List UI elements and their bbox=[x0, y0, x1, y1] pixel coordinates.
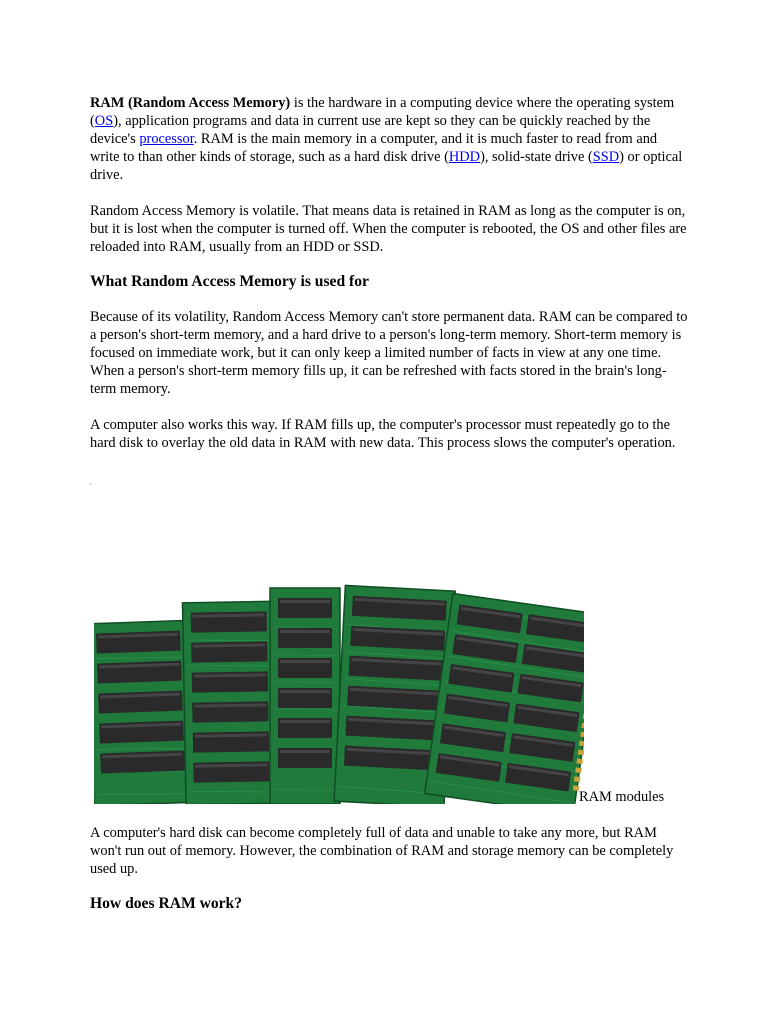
volatility-paragraph: Random Access Memory is volatile. That means data is retained in RAM as long as the computer is on, but it is lost when the computer is turned off. When the computer is rebooted, the OS and other files are reloaded into RAM, usually from an HDD or SSD. bbox=[90, 203, 687, 255]
ram-module-3 bbox=[270, 588, 340, 804]
link-os[interactable]: OS bbox=[94, 113, 114, 129]
ram-module-2 bbox=[182, 601, 278, 804]
ram-module-1 bbox=[94, 620, 194, 804]
intro-text-1: is the hardware in a computing device where the operating system ( bbox=[90, 95, 675, 129]
storage-paragraph: A computer's hard disk can become completely full of data and unable to take any more, but RAM won't run out of memory. However, the combination of RAM and storage memory can be completely used up. bbox=[90, 825, 674, 877]
figure-caption: RAM modules bbox=[579, 789, 665, 805]
intro-text-4: ), solid-state drive ( bbox=[480, 149, 593, 165]
short-term-memory-paragraph: Because of its volatility, Random Access Memory can't store permanent data. RAM can be compared to a person's short-term memory, and a hard drive to a person's long-term memory. Short-term memory is focused on immediate work, but it can only keep a limited number of facts in view at any one time. When a person's short-term memory fills up, it can be refreshed with facts stored in the brain's long-term memory. bbox=[90, 309, 688, 397]
section-heading-uses: What Random Access Memory is used for bbox=[90, 273, 369, 290]
link-ssd[interactable]: SSD bbox=[592, 149, 620, 165]
link-processor[interactable]: processor bbox=[139, 131, 194, 147]
processor-paragraph: A computer also works this way. If RAM fills up, the computer's processor must repeatedly go to the hard disk to overlay the old data in RAM with new data. This process slows the computer's operation. bbox=[90, 417, 676, 451]
link-hdd[interactable]: HDD bbox=[448, 149, 481, 165]
section-heading-how: How does RAM work? bbox=[90, 895, 243, 912]
ram-modules-image bbox=[94, 584, 584, 804]
term-ram: RAM (Random Access Memory) bbox=[90, 95, 291, 111]
stray-dot bbox=[90, 484, 91, 485]
article-upper bbox=[90, 94, 690, 452]
intro-text-5: ) or optical drive. bbox=[90, 149, 683, 183]
intro-text-2: ), application programs and data in current use are kept so they can be quickly reached by the device's bbox=[90, 113, 651, 147]
intro-text-3: . RAM is the main memory in a computer, and it is much faster to read from and write to than other kinds of storage, such as a hard disk drive ( bbox=[90, 131, 658, 165]
article-lower bbox=[90, 824, 690, 914]
intro-paragraph bbox=[90, 94, 690, 184]
ram-module-5 bbox=[425, 594, 584, 804]
